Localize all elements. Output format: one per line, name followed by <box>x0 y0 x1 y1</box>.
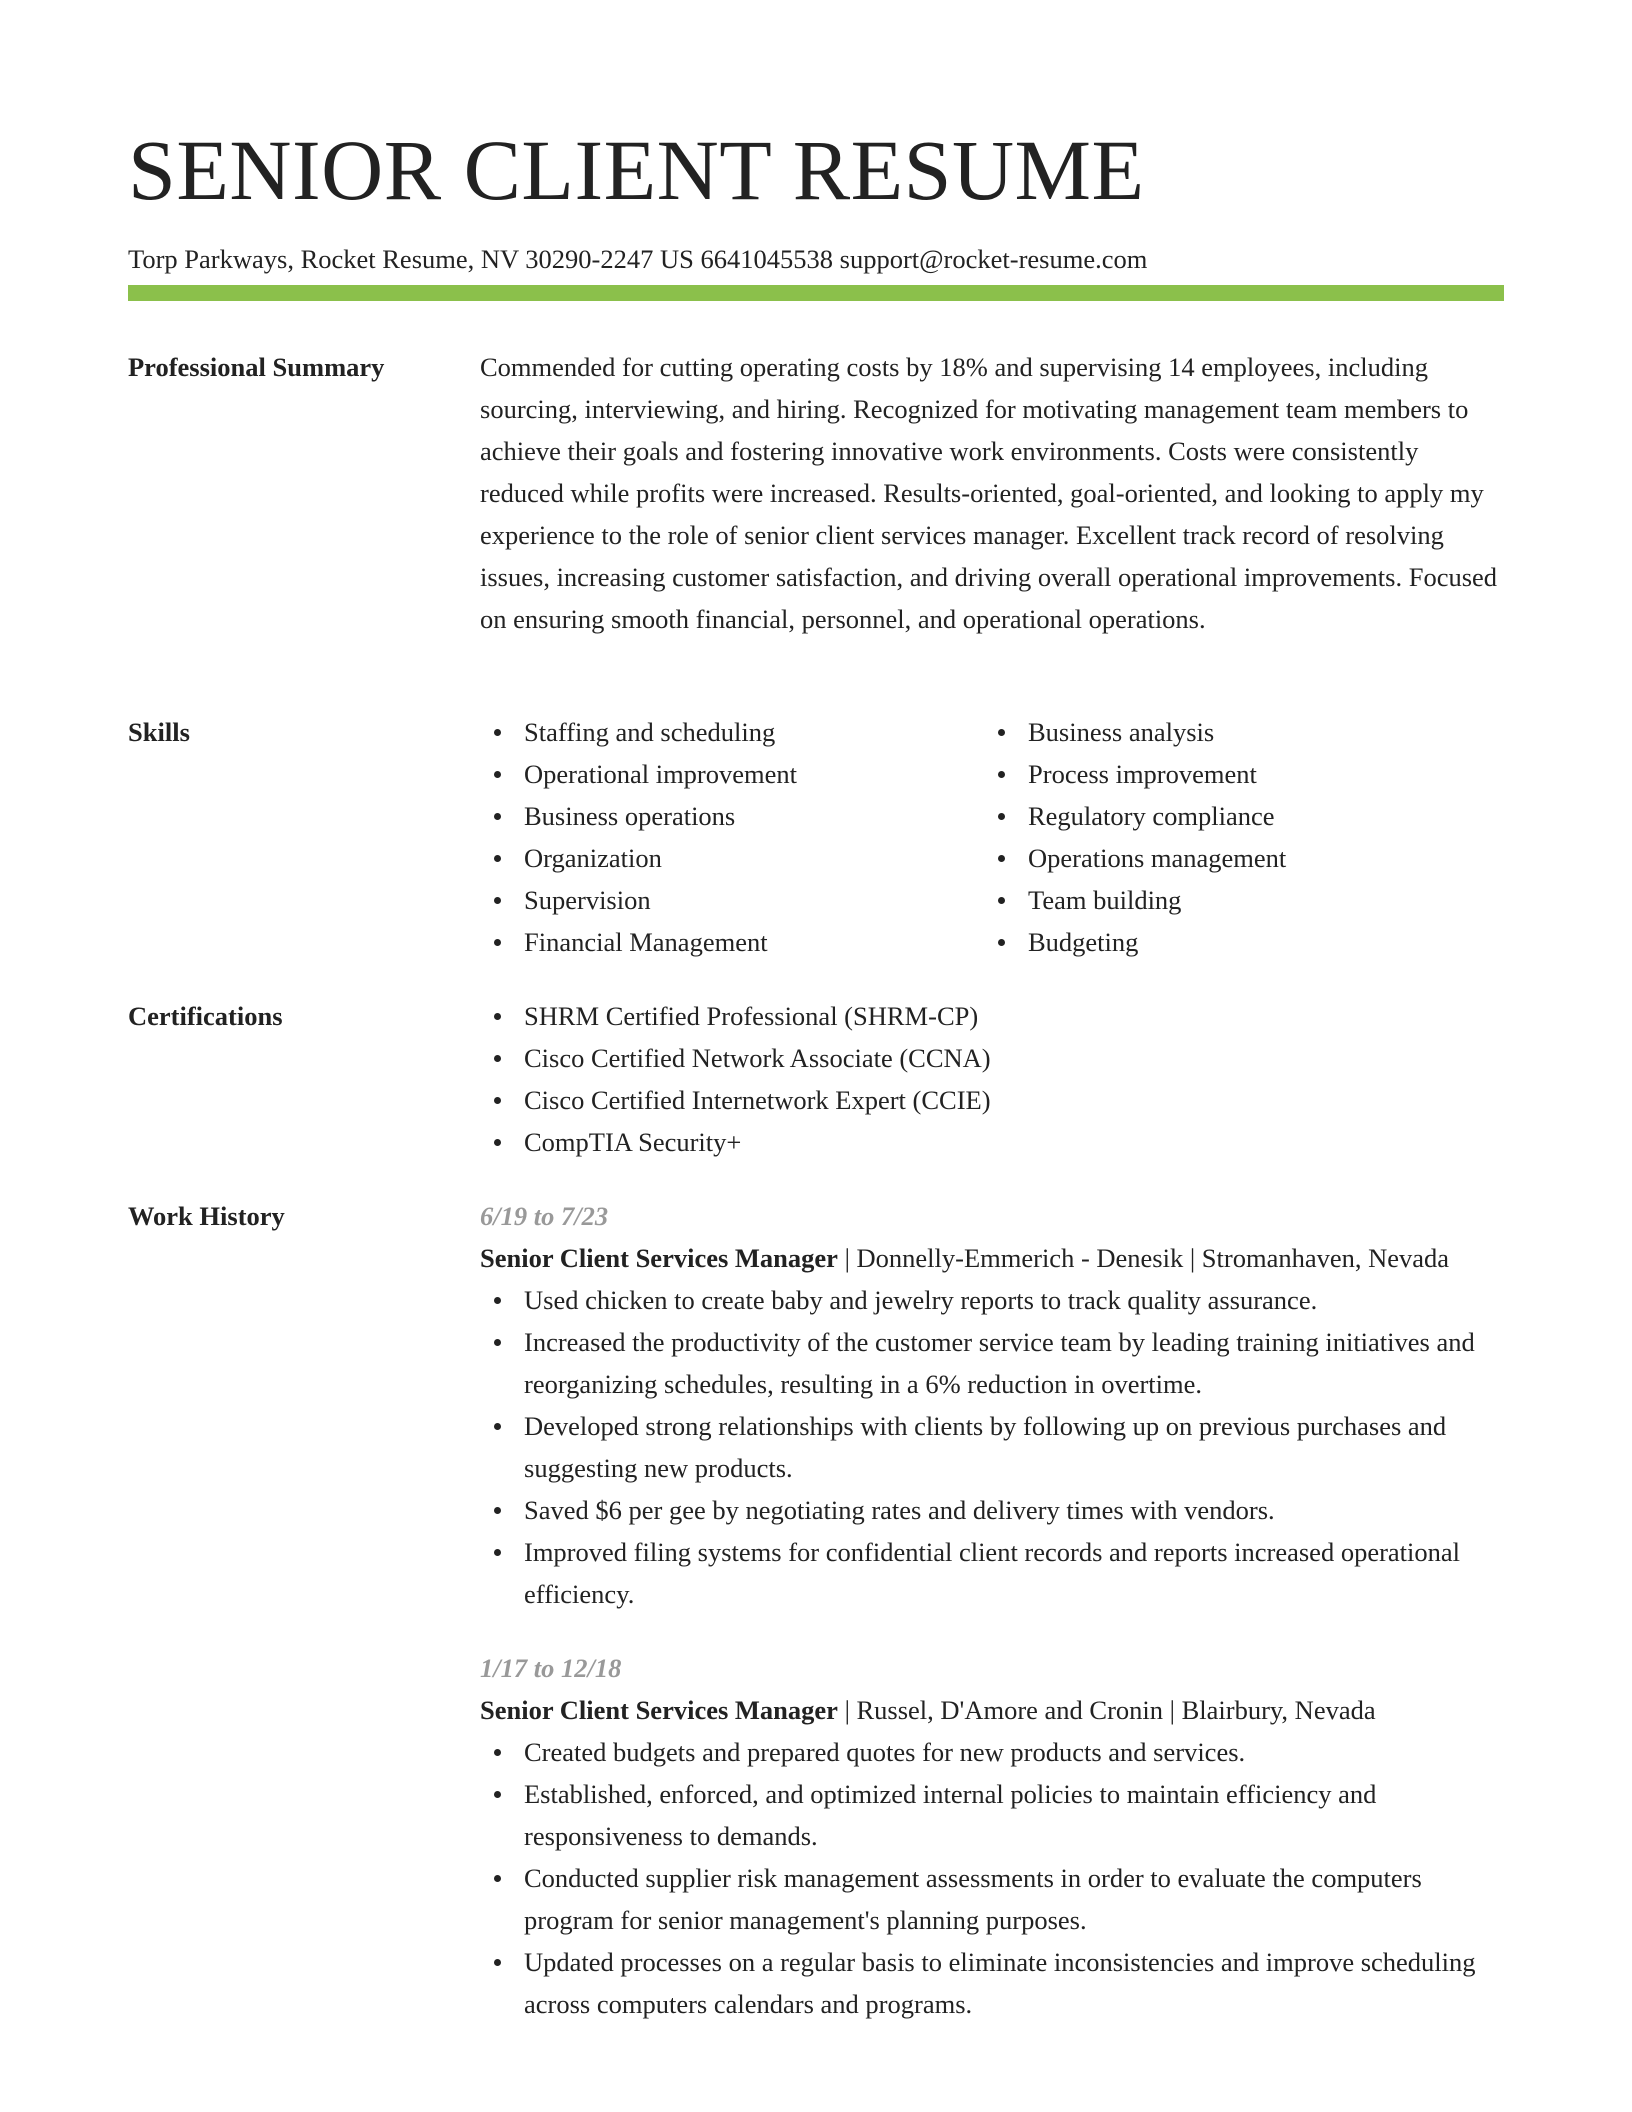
skills-section <box>128 711 1504 963</box>
section-label-work-history: Work History <box>128 1201 285 1231</box>
list-item: Saved $6 per gee by negotiating rates and delivery times with vendors. <box>480 1489 1504 1531</box>
list-item: Team building <box>984 879 1504 921</box>
section-label-certifications: Certifications <box>128 1001 283 1031</box>
list-item: Established, enforced, and optimized internal policies to maintain efficiency and responsiveness to demands. <box>480 1773 1504 1857</box>
list-item: Business analysis <box>984 711 1504 753</box>
job-employer-location: | Donnelly-Emmerich - Denesik | Stromanhaven, Nevada <box>837 1243 1450 1273</box>
list-item: Operational improvement <box>480 753 984 795</box>
job-bullets <box>480 1279 1504 1615</box>
list-item: CompTIA Security+ <box>480 1121 1504 1163</box>
list-item: Developed strong relationships with clients by following up on previous purchases and suggesting new products. <box>480 1405 1504 1489</box>
list-item: Supervision <box>480 879 984 921</box>
job-bullets <box>480 1731 1504 2025</box>
list-item: SHRM Certified Professional (SHRM-CP) <box>480 995 1504 1037</box>
summary-section <box>128 346 1504 682</box>
skills-column-1 <box>480 711 984 963</box>
job-entry <box>480 1647 1504 2025</box>
job-dates: 6/19 to 7/23 <box>480 1201 609 1231</box>
list-item: Updated processes on a regular basis to eliminate inconsistencies and improve scheduling across computers calendars and programs. <box>480 1941 1504 2025</box>
resume-header <box>128 118 1504 276</box>
list-item: Conducted supplier risk management assessments in order to evaluate the computers program for senior management's planning purposes. <box>480 1857 1504 1941</box>
job-title: Senior Client Services Manager <box>480 1243 838 1273</box>
job-dates: 1/17 to 12/18 <box>480 1653 622 1683</box>
job-heading <box>480 1689 1504 1731</box>
certifications-list <box>480 995 1504 1163</box>
skills-column-2 <box>984 711 1504 963</box>
list-item: Business operations <box>480 795 984 837</box>
list-item: Cisco Certified Network Associate (CCNA) <box>480 1037 1504 1079</box>
list-item: Increased the productivity of the customer service team by leading training initiatives and reorganizing schedules, resulting in a 6% reduction in overtime. <box>480 1321 1504 1405</box>
work-history-body <box>480 1195 1504 2025</box>
work-history-section <box>128 1195 1504 2095</box>
job-entry <box>480 1195 1504 1615</box>
accent-divider <box>128 285 1504 301</box>
job-employer-location: | Russel, D'Amore and Cronin | Blairbury, Nevada <box>837 1695 1376 1725</box>
section-label-skills: Skills <box>128 717 190 747</box>
list-item: Cisco Certified Internetwork Expert (CCIE) <box>480 1079 1504 1121</box>
contact-line: Torp Parkways, Rocket Resume, NV 30290-2247 US 6641045538 support@rocket-resume.com <box>128 244 1148 274</box>
certifications-body <box>480 995 1504 1163</box>
section-label-summary: Professional Summary <box>128 352 385 382</box>
list-item: Created budgets and prepared quotes for new products and services. <box>480 1731 1504 1773</box>
list-item: Budgeting <box>984 921 1504 963</box>
summary-body <box>480 346 1504 640</box>
list-item: Operations management <box>984 837 1504 879</box>
list-item: Financial Management <box>480 921 984 963</box>
list-item: Staffing and scheduling <box>480 711 984 753</box>
list-item: Used chicken to create baby and jewelry reports to track quality assurance. <box>480 1279 1504 1321</box>
list-item: Process improvement <box>984 753 1504 795</box>
list-item: Organization <box>480 837 984 879</box>
summary-text: Commended for cutting operating costs by 18% and supervising 14 employees, including sourcing, interviewing, and hiring. Recognized for motivating management team members to achieve their goals and fostering innovative work environments. Costs were consistently reduced while profits were increased. Results-oriented, goal-oriented, and looking to apply my experience to the role of senior client services manager. Excellent track record of resolving issues, increasing customer satisfaction, and driving overall operational improvements. Focused on ensuring smooth financial, personnel, and operational operations. <box>480 352 1498 634</box>
list-item: Improved filing systems for confidential client records and reports increased operational efficiency. <box>480 1531 1504 1615</box>
page-title: SENIOR CLIENT RESUME <box>128 122 1145 218</box>
skills-body <box>480 711 1504 963</box>
job-heading <box>480 1237 1504 1279</box>
certifications-section <box>128 995 1504 1163</box>
list-item: Regulatory compliance <box>984 795 1504 837</box>
job-title: Senior Client Services Manager <box>480 1695 838 1725</box>
